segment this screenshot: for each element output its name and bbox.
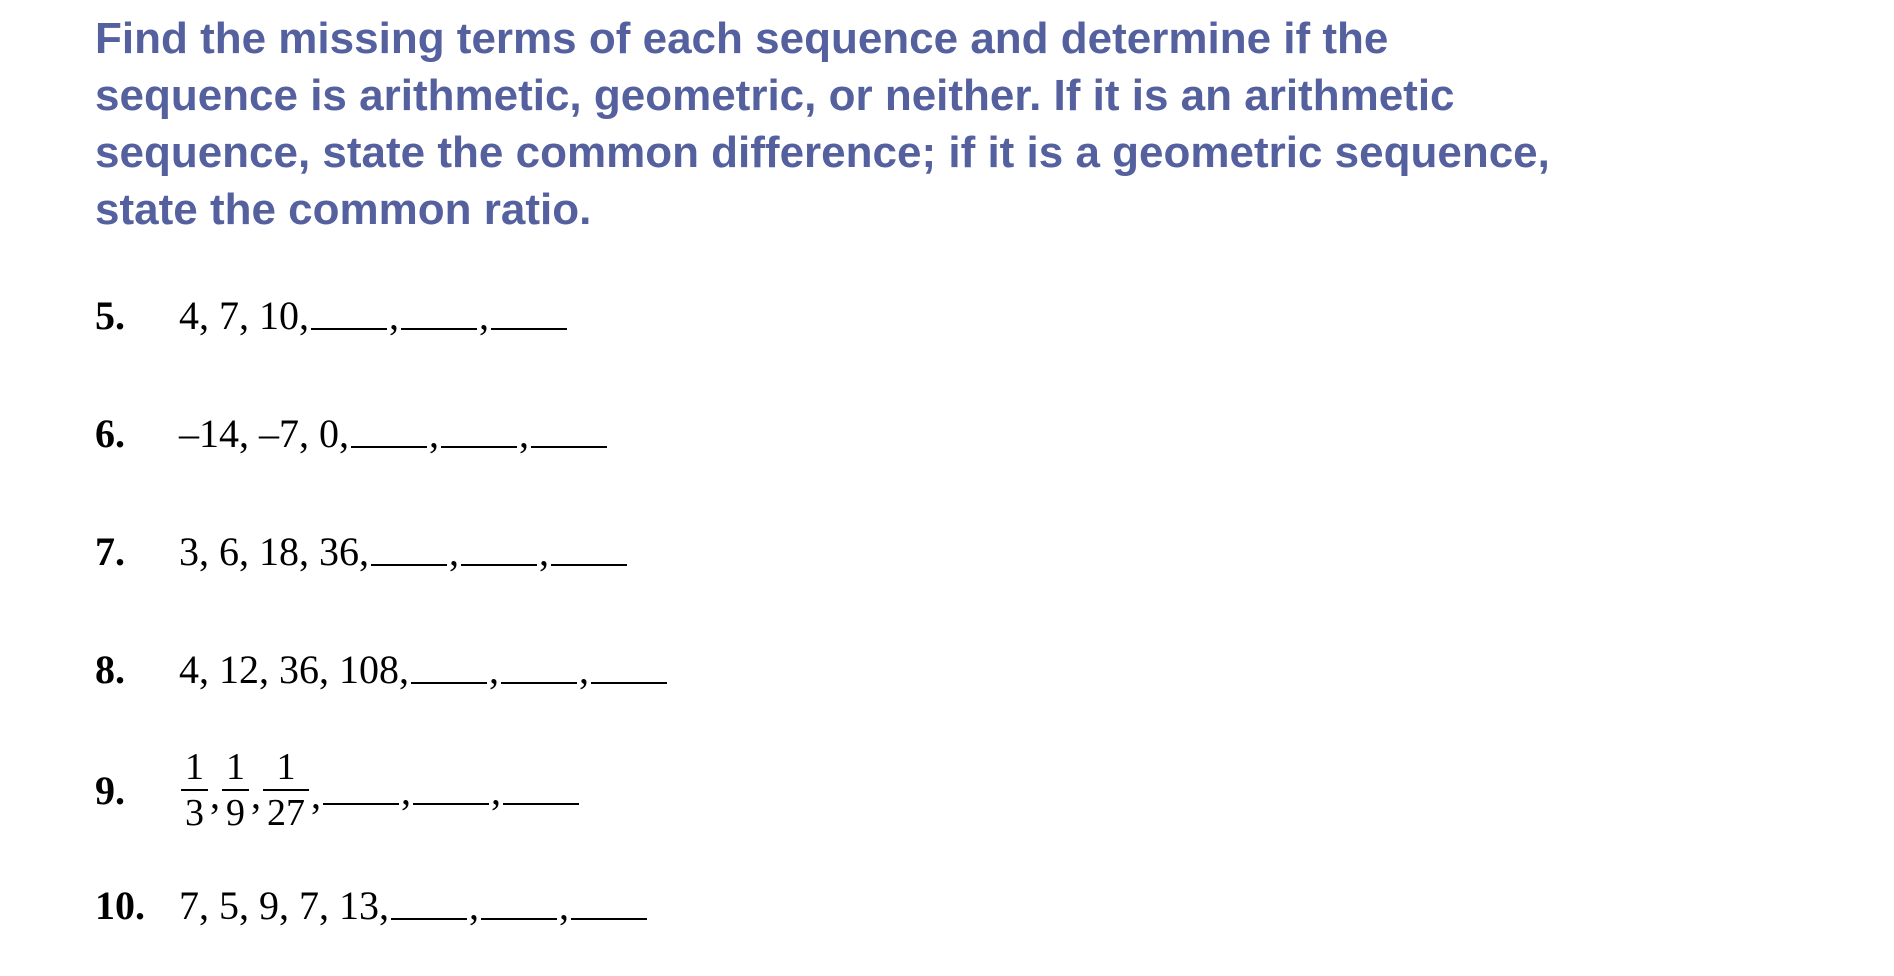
separator: , (251, 771, 261, 817)
sequence-terms: –14, –7, 0, (179, 410, 349, 456)
sequence-terms: 4, 12, 36, 108, (179, 646, 409, 692)
denominator: 27 (263, 789, 309, 835)
answer-blank-3[interactable] (551, 536, 627, 566)
separator: , (401, 767, 411, 813)
fraction-term (222, 745, 249, 835)
answer-blank-1[interactable] (323, 775, 399, 805)
problem-6 (95, 403, 609, 463)
sequence-terms: 3, 6, 18, 36, (179, 528, 369, 574)
separator: , (449, 528, 459, 574)
numerator: 1 (185, 746, 204, 788)
problem-7 (95, 521, 629, 581)
answer-blank-2[interactable] (401, 300, 477, 330)
answer-blank-2[interactable] (413, 775, 489, 805)
sequence-terms: 4, 7, 10, (179, 292, 309, 338)
separator: , (469, 882, 479, 928)
answer-blank-3[interactable] (591, 654, 667, 684)
instructions-heading: Find the missing terms of each sequence and determine if the sequence is arithmetic, geometric, or neither. If it is an arithmetic sequence, state the common difference; if it is a geometric sequence, state the common ratio. (95, 14, 1550, 234)
answer-blank-2[interactable] (461, 536, 537, 566)
numerator: 1 (226, 746, 245, 788)
answer-blank-3[interactable] (503, 775, 579, 805)
separator: , (559, 882, 569, 928)
problem-number: 7. (95, 528, 125, 574)
numerator: 1 (276, 746, 296, 788)
problem-5 (95, 285, 569, 345)
answer-blank-3[interactable] (531, 418, 607, 448)
problem-number: 9. (95, 767, 125, 813)
answer-blank-1[interactable] (311, 300, 387, 330)
answer-blank-1[interactable] (411, 654, 487, 684)
separator: , (429, 410, 439, 456)
separator: , (539, 528, 549, 574)
fraction-sequence (179, 745, 321, 835)
denominator: 9 (222, 789, 249, 835)
problem-8 (95, 639, 669, 699)
problem-number: 8. (95, 646, 125, 692)
answer-blank-3[interactable] (491, 300, 567, 330)
problem-10 (95, 875, 649, 935)
fraction-term (181, 745, 208, 835)
separator: , (519, 410, 529, 456)
problem-number: 5. (95, 292, 125, 338)
separator: , (311, 771, 321, 817)
answer-blank-1[interactable] (391, 890, 467, 920)
fraction-term (263, 745, 309, 835)
separator: , (579, 646, 589, 692)
problem-number: 10. (95, 882, 145, 928)
sequence-terms: 7, 5, 9, 7, 13, (179, 882, 389, 928)
problem-9 (95, 740, 581, 840)
separator: , (489, 646, 499, 692)
answer-blank-2[interactable] (441, 418, 517, 448)
separator: , (389, 292, 399, 338)
answer-blank-2[interactable] (481, 890, 557, 920)
answer-blank-1[interactable] (351, 418, 427, 448)
answer-blank-3[interactable] (571, 890, 647, 920)
denominator: 3 (181, 789, 208, 835)
problem-number: 6. (95, 410, 125, 456)
answer-blank-2[interactable] (501, 654, 577, 684)
separator: , (479, 292, 489, 338)
separator: , (491, 767, 501, 813)
separator: , (210, 771, 220, 817)
answer-blank-1[interactable] (371, 536, 447, 566)
